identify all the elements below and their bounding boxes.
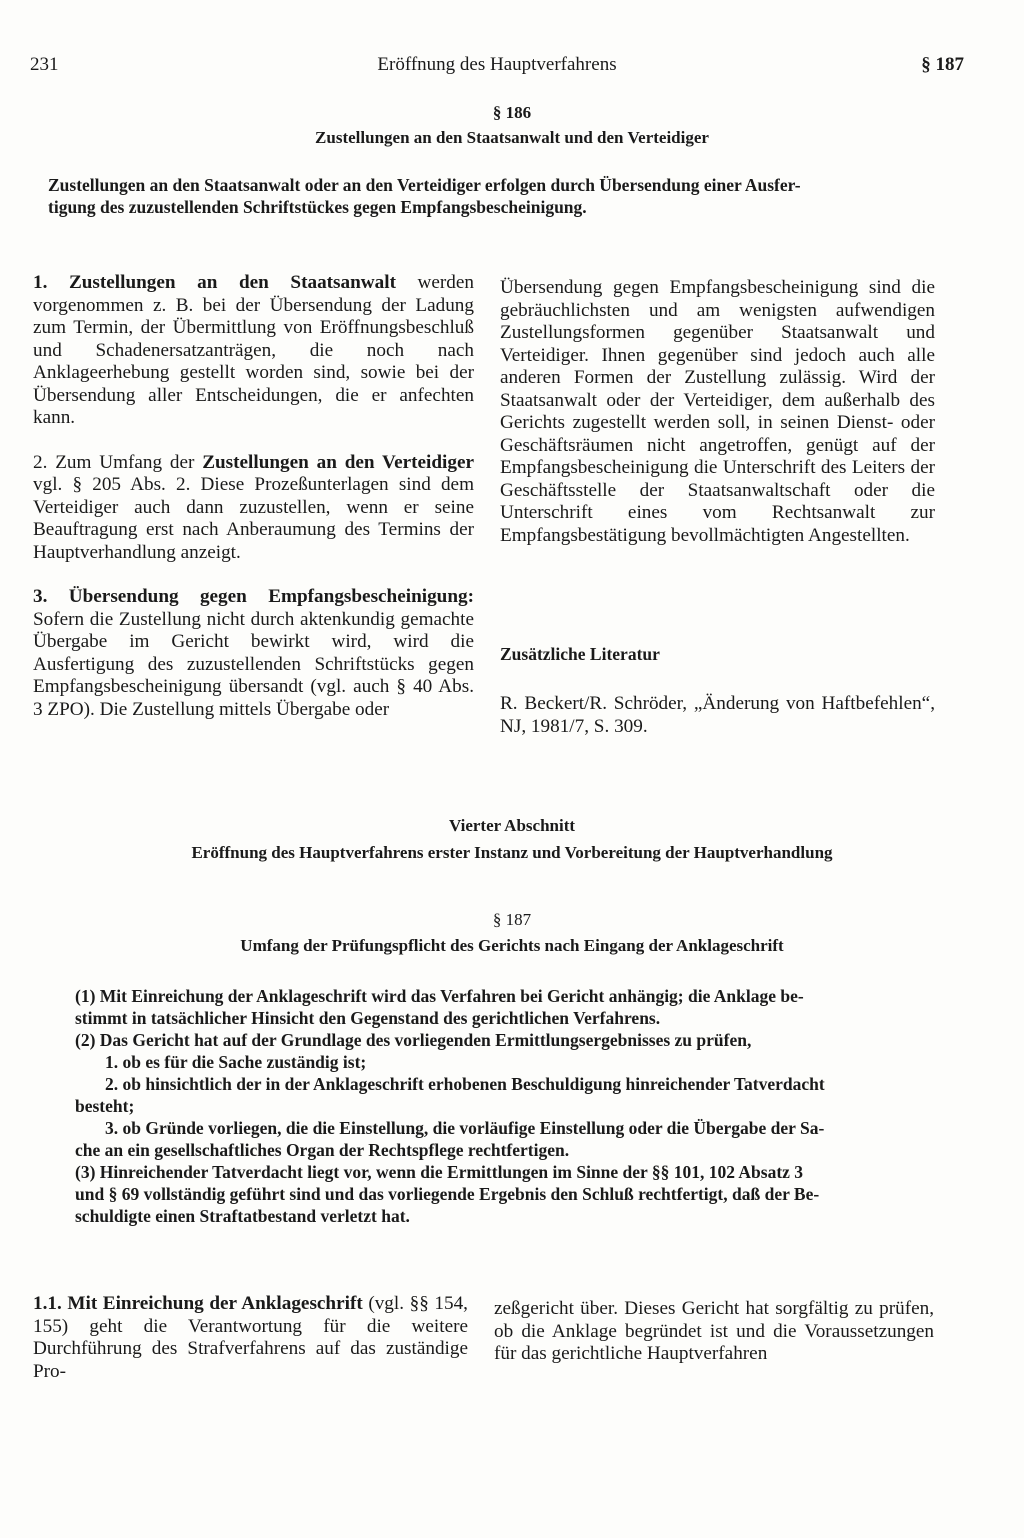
paragraph-text: vgl. § 205 Abs. 2. Diese Prozeßunterlagen sind dem Verteidiger auch dann zuzustellen, wenn er seine Beauftragung erst nach Anberaumung des Termins der Hauptverhandlung anzeigt. bbox=[33, 474, 474, 563]
commentary-186-left-column bbox=[33, 272, 474, 721]
commentary-paragraph-2 bbox=[33, 452, 474, 565]
chapter-label: Vierter Abschnitt bbox=[448, 816, 576, 835]
paragraph-text: 2. Zum Umfang der bbox=[33, 451, 203, 473]
statute-line: 3. ob Gründe vorliegen, die die Einstellung, die vorläufige Einstellung oder die Übergabe der Sa- bbox=[105, 1118, 825, 1138]
paragraph-text: werden vorgenommen z. B. bei der Übersendung der Ladung zum Termin, der Übermittlung von Eröffnungsbeschluß und Schadenersatzanträgen, die noch nach Anklageerhebung gestellt worden sind, sowie bei der Übersendung aller Entscheidungen, die er anfechten kann. bbox=[33, 272, 475, 428]
literature-entry: R. Beckert/R. Schröder, „Änderung von Haftbefehlen“, NJ, 1981/7, S. 309. bbox=[500, 693, 935, 737]
paragraph-lead: 1. Zustellungen an den Staatsanwalt bbox=[33, 272, 396, 293]
commentary-paragraph-3 bbox=[33, 586, 474, 721]
commentary-paragraph-continued: zeßgericht über. Dieses Gericht hat sorgfältig zu prüfen, ob die Anklage begründet ist und die Voraussetzungen für das gerichtliche Hauptverfahren bbox=[494, 1298, 934, 1364]
statute-line: schuldigte einen Straftatbestand verletzt hat. bbox=[75, 1206, 410, 1226]
statute-line: tigung des zuzustellenden Schriftstückes gegen Empfangsbescheinigung. bbox=[48, 197, 587, 217]
paragraph-lead: Zustellungen an den Verteidiger bbox=[202, 451, 474, 473]
paragraph-lead: 3. Übersendung gegen Empfangsbescheinigung: bbox=[33, 586, 474, 607]
paragraph-text: (vgl. §§ 154, 155) geht die Verantwortung für die weitere Durchführung des Strafverfahrens auf das zuständige Pro- bbox=[33, 1293, 468, 1382]
commentary-paragraph-continued: Übersendung gegen Empfangsbescheinigung sind die gebräuchlichsten und am wenigsten aufwendigen Zustellungsformen gegenüber Staatsanwalt und Verteidiger. Ihnen gegenüber sind jedoch auch alle anderen Formen der Zustellung zulässig. Wird der Staatsanwalt oder der Verteidiger, dem außerhalb des Gerichts zugestellt werden soll, in seinen Dienst- oder Geschäftsräumen nicht angetroffen, genügt auf der Empfangsbescheinigung die Unterschrift des Leiters der Geschäftsstelle der Staatsanwaltschaft oder die Unterschrift eines vom Rechtsanwalt zur Empfangsbestätigung bevollmächtigten Angestellten. bbox=[500, 277, 935, 546]
section-187-title: Umfang der Prüfungspflicht des Gerichts nach Eingang der Anklageschrift bbox=[240, 936, 784, 955]
chapter-title: Eröffnung des Hauptverfahrens erster Instanz und Vorbereitung der Hauptverhandlung bbox=[191, 843, 833, 862]
commentary-187-right-column bbox=[494, 1298, 934, 1366]
running-head bbox=[30, 54, 964, 82]
statute-line: (3) Hinreichender Tatverdacht liegt vor, wenn die Ermittlungen im Sinne der §§ 101, 102 Absatz 3 bbox=[75, 1162, 804, 1182]
statute-line: 2. ob hinsichtlich der in der Anklageschrift erhobenen Beschuldigung hinreichender Tatverdacht bbox=[105, 1074, 825, 1094]
section-186-title: Zustellungen an den Staatsanwalt und den Verteidiger bbox=[315, 128, 709, 147]
section-186-number: § 186 bbox=[492, 103, 532, 122]
section-186-statute bbox=[48, 174, 918, 218]
statute-line: besteht; bbox=[75, 1096, 135, 1116]
paragraph-lead: 1.1. Mit Einreichung der Anklageschrift bbox=[33, 1293, 363, 1314]
commentary-paragraph-1-1 bbox=[33, 1293, 468, 1383]
statute-line: stimmt in tatsächlicher Hinsicht den Gegenstand des gerichtlichen Verfahrens. bbox=[75, 1008, 661, 1028]
statute-line: Zustellungen an den Staatsanwalt oder an den Verteidiger erfolgen durch Übersendung einer Ausfer- bbox=[48, 175, 801, 195]
section-187-statute bbox=[75, 985, 895, 1227]
paragraph-text: Sofern die Zustellung nicht durch aktenkundig gemachte Übergabe im Gericht bewirkt wird, wird die Ausfertigung des zuzustellenden Schriftstücks gegen Empfangsbescheinigung übersandt (vgl. auch § 40 Abs. 3 ZPO). Die Zustellung mittels Übergabe oder bbox=[33, 608, 474, 720]
statute-line: und § 69 vollständig geführt sind und das vorliegende Ergebnis den Schluß rechtfertigt, daß der Be- bbox=[75, 1184, 820, 1204]
running-section: § 187 bbox=[921, 54, 964, 75]
section-187-number: § 187 bbox=[492, 910, 532, 929]
commentary-187-left-column bbox=[33, 1293, 468, 1383]
commentary-paragraph-1 bbox=[33, 272, 474, 430]
running-title: Eröffnung des Hauptverfahrens bbox=[377, 54, 617, 75]
statute-line: che an ein gesellschaftliches Organ der Rechtspflege rechtfertigen. bbox=[75, 1140, 570, 1160]
statute-line: (2) Das Gericht hat auf der Grundlage des vorliegenden Ermittlungsergebnisses zu prüfen, bbox=[75, 1030, 752, 1050]
statute-line: (1) Mit Einreichung der Anklageschrift wird das Verfahren bei Gericht anhängig; die Anklage be- bbox=[75, 986, 804, 1006]
page-number: 231 bbox=[30, 54, 59, 75]
statute-line: 1. ob es für die Sache zuständig ist; bbox=[105, 1052, 367, 1072]
literature-heading: Zusätzliche Literatur bbox=[500, 644, 660, 664]
commentary-186-right-column bbox=[500, 277, 935, 547]
